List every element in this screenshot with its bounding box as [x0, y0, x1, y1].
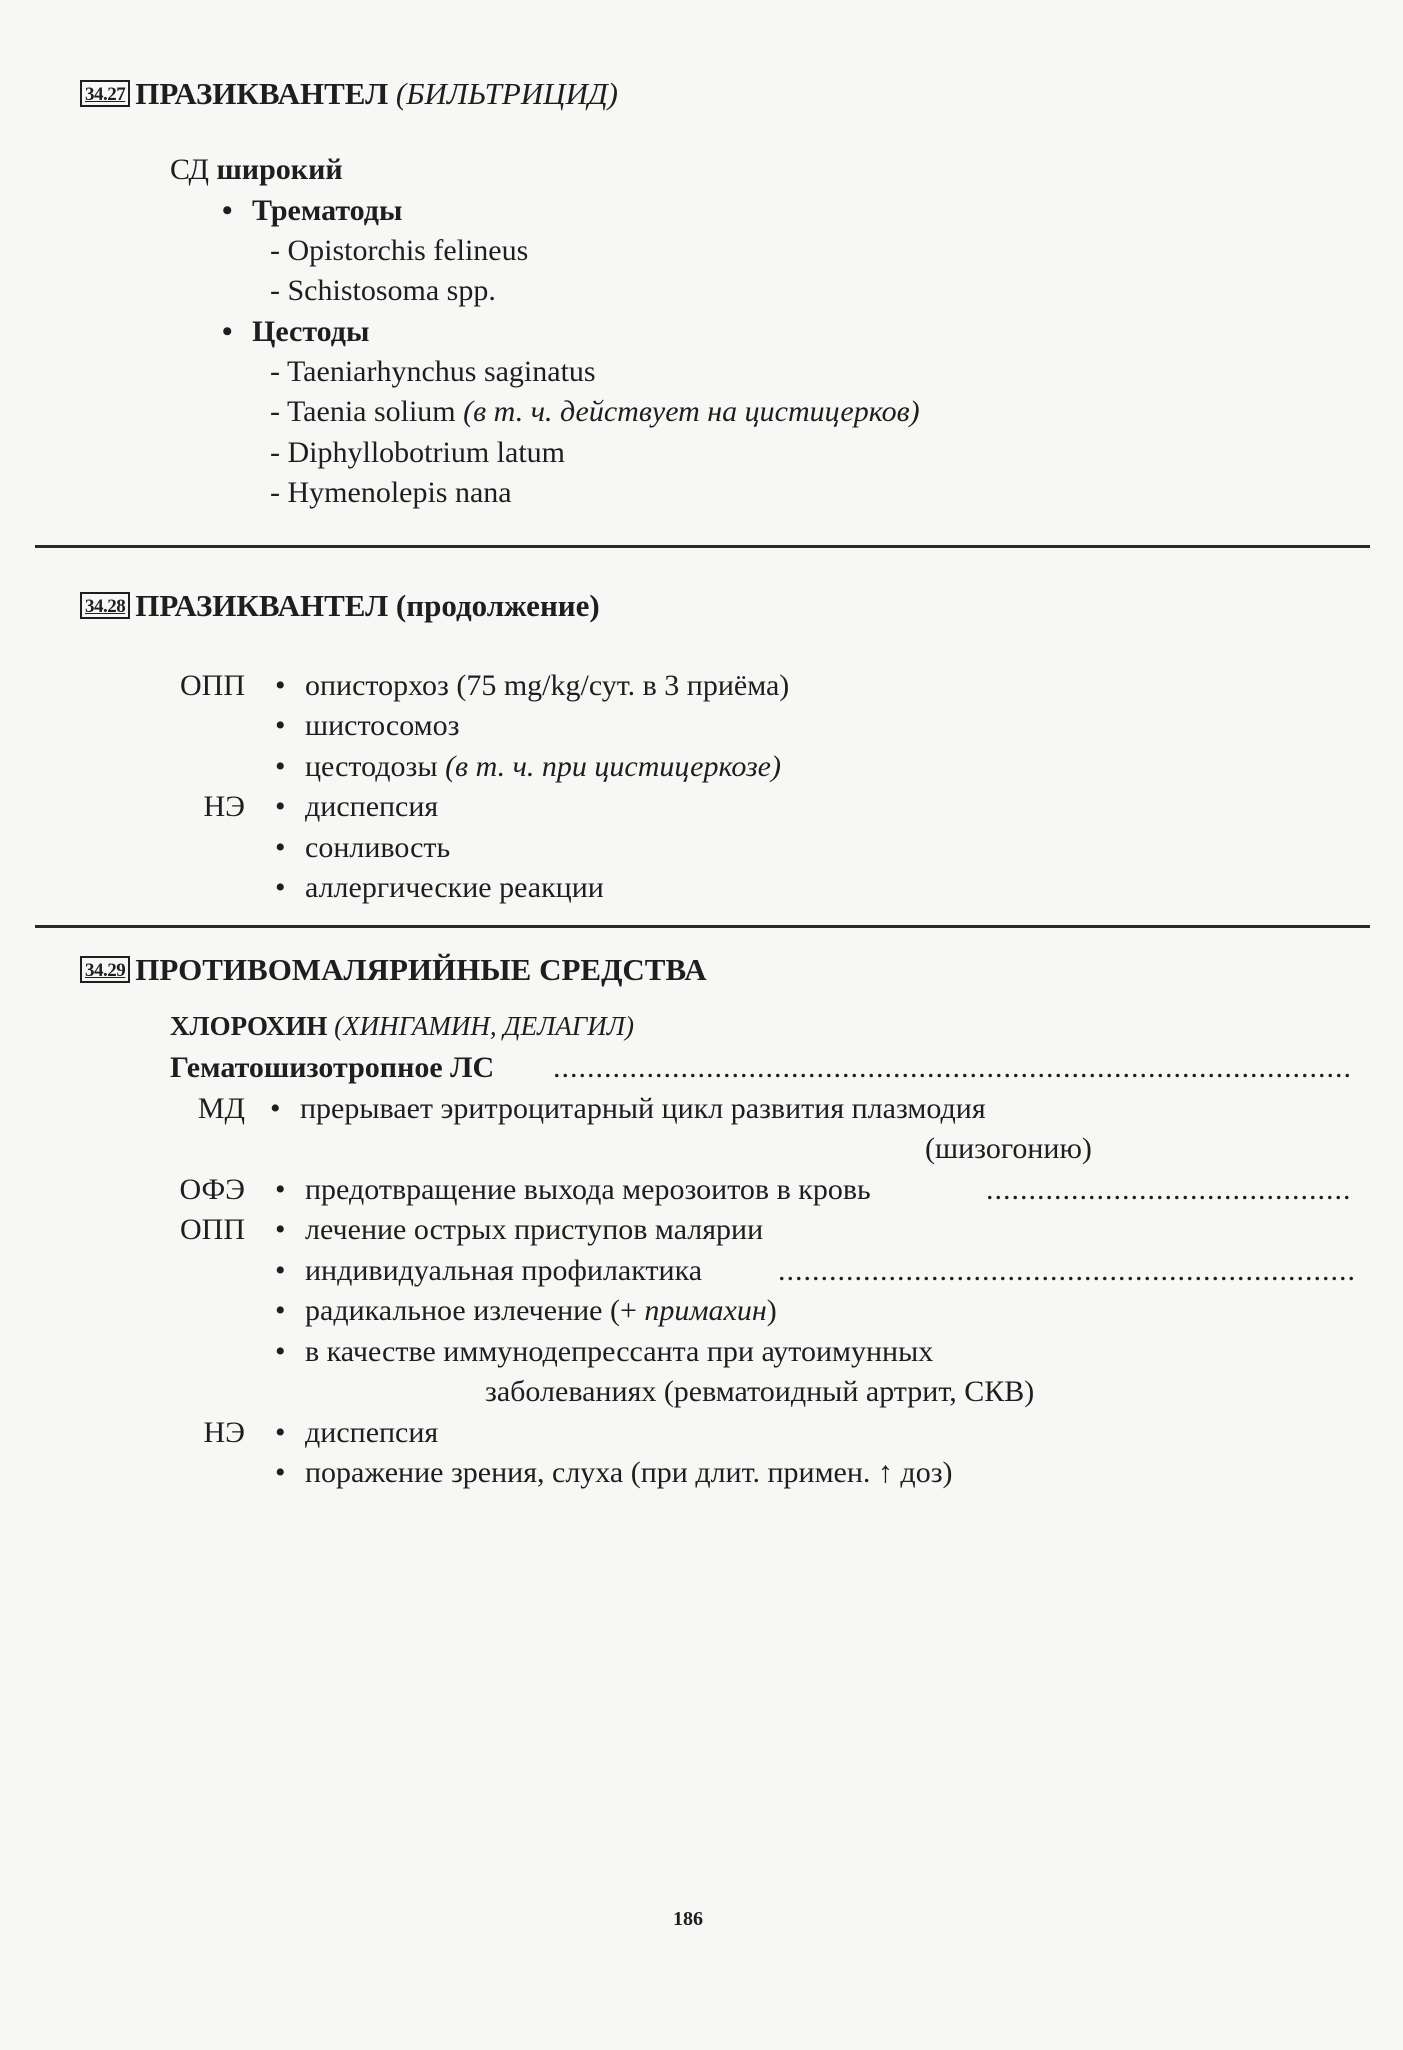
ne-label: НЭ	[203, 1416, 245, 1449]
bullet-icon: •	[275, 1254, 286, 1287]
spectrum-line	[170, 155, 343, 185]
bullet-icon: •	[275, 1294, 286, 1327]
section-number-box: 34.28	[80, 592, 130, 619]
list-item: - Diphyllobotrium latum	[270, 436, 565, 469]
page-number: 186	[673, 1908, 703, 1930]
side-effects-row: НЭ • диспепсия	[135, 792, 438, 822]
list-item: • цестодозы (в т. ч. при цистицеркозе)	[275, 750, 781, 783]
indications-row: ОПП • лечение острых приступов малярии	[135, 1215, 763, 1245]
dot-leader	[986, 1175, 1353, 1205]
mechanism-row: МД • прерывает эритроцитарный цикл развития плазмодия	[135, 1094, 986, 1124]
drug-name-line	[170, 1013, 634, 1040]
section-34-29-heading	[80, 954, 707, 985]
list-item: - Opistorchis felineus	[270, 234, 529, 267]
bullet-icon: •	[222, 194, 233, 227]
section-number-box: 34.29	[80, 956, 130, 983]
drug-class: Гематошизотропное ЛС	[170, 1051, 495, 1084]
list-item: - Schistosoma spp.	[270, 274, 496, 307]
ne-label: НЭ	[203, 790, 245, 823]
list-item-cont: заболеваниях (ревматоидный артрит, СКВ)	[485, 1375, 1035, 1408]
section-34-28-heading	[80, 590, 600, 621]
list-item: - Taeniarhynchus saginatus	[270, 355, 596, 388]
bullet-icon: •	[275, 871, 286, 904]
bullet-icon: •	[222, 315, 233, 348]
section-number-box: 34.27	[80, 80, 130, 107]
note: (в т. ч. действует на цистицерков)	[463, 395, 920, 428]
list-item: • аллергические реакции	[275, 871, 604, 904]
list-item: • поражение зрения, слуха (при длит. примен. ↑ доз)	[275, 1456, 953, 1489]
section-title: ПРАЗИКВАНТЕЛ (продолжение)	[135, 588, 600, 623]
section-title: ПРАЗИКВАНТЕЛ	[135, 76, 389, 111]
bullet-icon: •	[275, 1213, 286, 1246]
bullet-icon: •	[275, 1335, 286, 1368]
group-trematodes: • Трематоды	[222, 194, 403, 227]
mechanism-cont: (шизогонию)	[925, 1132, 1092, 1165]
opp-label: ОПП	[180, 669, 245, 702]
section-divider	[35, 925, 1370, 928]
section-title-alt: (БИЛЬТРИЦИД)	[395, 76, 619, 111]
drug-name: ХЛОРОХИН	[170, 1011, 328, 1041]
bullet-icon: •	[270, 1092, 281, 1125]
bullet-icon: •	[275, 1416, 286, 1449]
list-item: - Hymenolepis nana	[270, 476, 512, 509]
list-item: • шистосомоз	[275, 709, 460, 742]
section-title: ПРОТИВОМАЛЯРИЙНЫЕ СРЕДСТВА	[135, 952, 707, 987]
dot-leader	[778, 1256, 1353, 1286]
section-34-27-heading	[80, 78, 618, 109]
sd-value: широкий	[216, 153, 343, 186]
bullet-icon: •	[275, 750, 286, 783]
list-item: - Taenia solium (в т. ч. действует на цистицерков)	[270, 395, 920, 428]
pharm-effect-row: ОФЭ • предотвращение выхода мерозоитов в кровь	[135, 1175, 871, 1205]
list-item: • радикальное излечение (+ примахин)	[275, 1294, 777, 1327]
list-item: • в качестве иммунодепрессанта при аутоимунных	[275, 1335, 934, 1368]
bullet-icon: •	[275, 831, 286, 864]
drug-ref: примахин	[644, 1294, 767, 1327]
side-effects-row: НЭ • диспепсия	[135, 1418, 438, 1448]
bullet-icon: •	[275, 1456, 286, 1489]
drug-alt-names: (ХИНГАМИН, ДЕЛАГИЛ)	[334, 1011, 634, 1041]
dot-leader	[553, 1053, 1353, 1083]
group-cestodes: • Цестоды	[222, 315, 370, 348]
note: (в т. ч. при цистицеркозе)	[445, 750, 781, 783]
bullet-icon: •	[275, 1173, 286, 1206]
section-divider	[35, 545, 1370, 548]
md-label: МД	[197, 1092, 245, 1125]
indications-row: ОПП • описторхоз (75 mg/kg/сут. в 3 приёма)	[135, 671, 789, 701]
list-item: • сонливость	[275, 831, 451, 864]
opp-label: ОПП	[180, 1213, 245, 1246]
bullet-icon: •	[275, 790, 286, 823]
ofe-label: ОФЭ	[179, 1173, 245, 1206]
bullet-icon: •	[275, 709, 286, 742]
sd-label: СД	[170, 153, 209, 186]
bullet-icon: •	[275, 669, 286, 702]
list-item: • индивидуальная профилактика	[275, 1254, 703, 1287]
